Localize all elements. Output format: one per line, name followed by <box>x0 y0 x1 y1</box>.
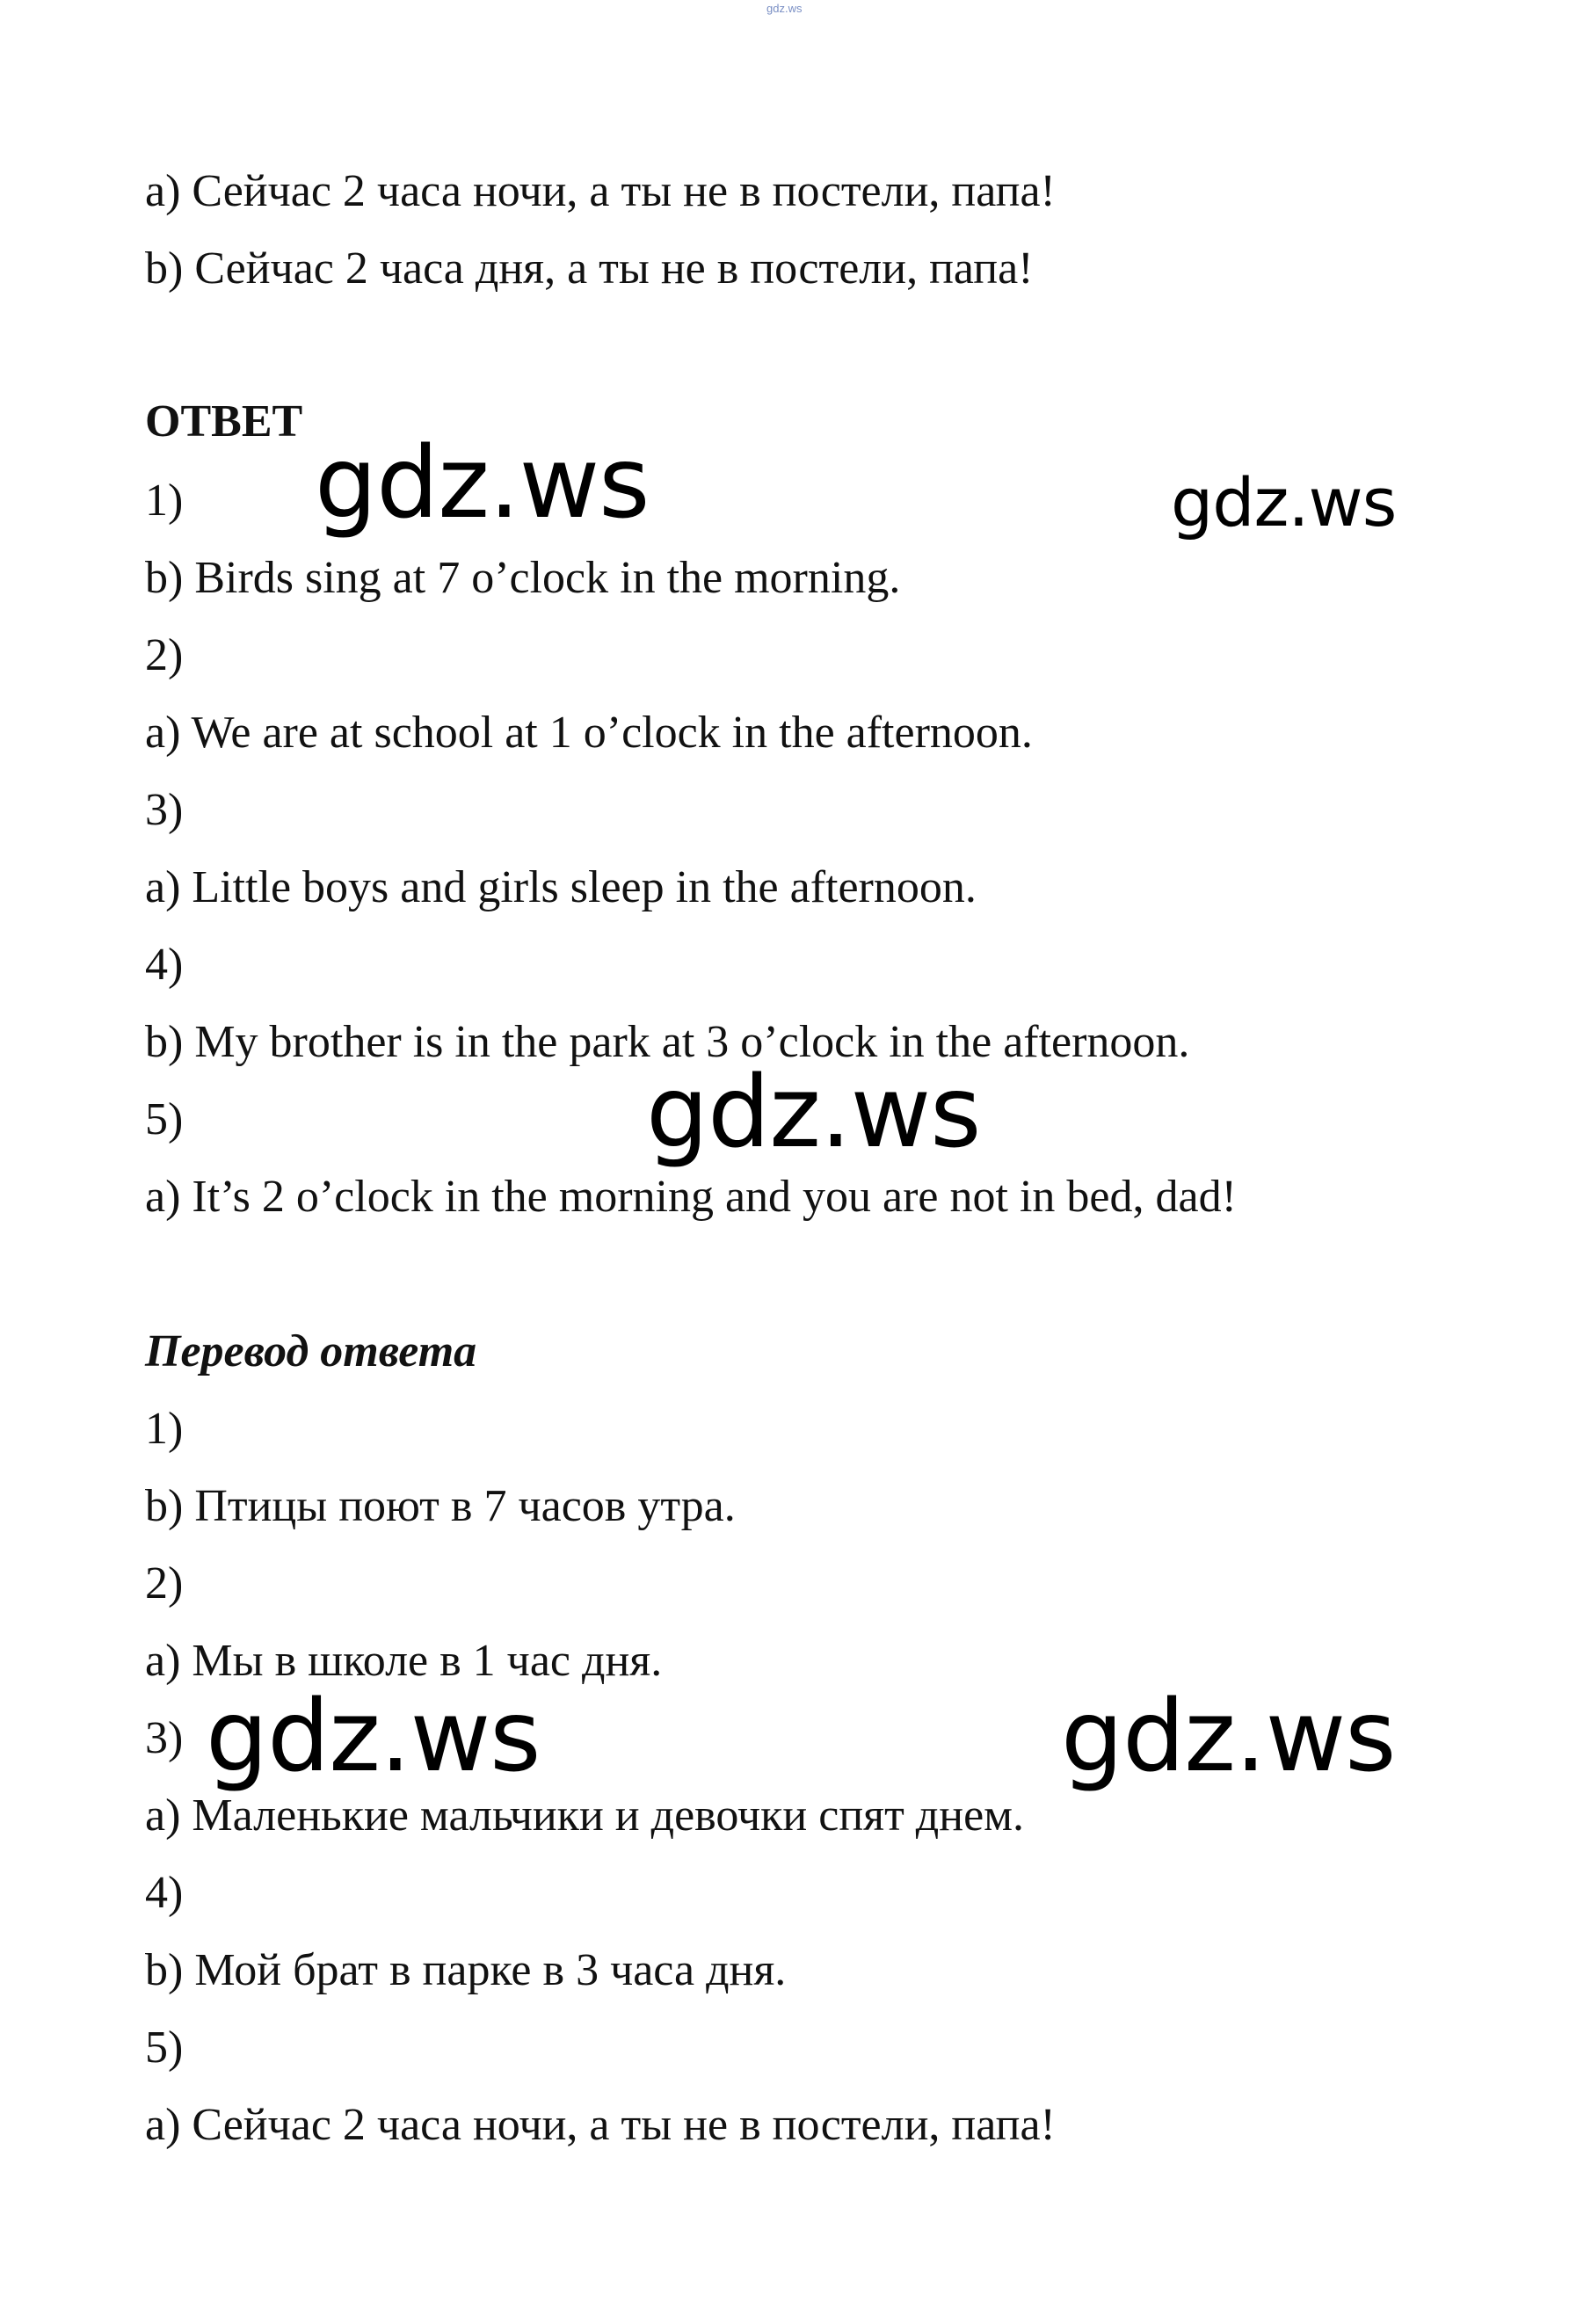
intro-line-a: a) Сейчас 2 часа ночи, а ты не в постели, папа! <box>145 166 1056 216</box>
translation-number-5: 5) <box>145 2023 184 2073</box>
translation-number-4: 4) <box>145 1868 184 1918</box>
translation-text-3: a) Маленькие мальчики и девочки спят днем. <box>145 1790 1025 1841</box>
answer-text-4: b) My brother is in the park at 3 o’clock in the afternoon. <box>145 1017 1190 1067</box>
answer-text-1: b) Birds sing at 7 o’clock in the morning. <box>145 553 901 603</box>
top-watermark: gdz.ws <box>766 2 803 15</box>
translation-number-2: 2) <box>145 1558 184 1609</box>
answer-number-4: 4) <box>145 940 184 990</box>
translation-number-3: 3) <box>145 1713 184 1763</box>
watermark: gdz.ws <box>646 1056 981 1170</box>
answer-text-3: a) Little boys and girls sleep in the afternoon. <box>145 862 977 912</box>
answer-text-2: a) We are at school at 1 o’clock in the afternoon. <box>145 708 1033 758</box>
translation-number-1: 1) <box>145 1404 184 1454</box>
answer-number-2: 2) <box>145 630 184 680</box>
watermark: gdz.ws <box>315 426 650 541</box>
watermark: gdz.ws <box>1171 463 1397 541</box>
translation-text-2: a) Мы в школе в 1 час дня. <box>145 1636 663 1686</box>
watermark: gdz.ws <box>1061 1680 1396 1794</box>
answer-number-3: 3) <box>145 785 184 835</box>
answer-number-1: 1) <box>145 476 184 526</box>
intro-line-b: b) Сейчас 2 часа дня, а ты не в постели, папа! <box>145 243 1034 294</box>
translation-text-4: b) Мой брат в парке в 3 часа дня. <box>145 1945 787 1995</box>
translation-text-1: b) Птицы поют в 7 часов утра. <box>145 1481 736 1531</box>
translation-text-5: a) Сейчас 2 часа ночи, а ты не в постели, папа! <box>145 2100 1056 2150</box>
answer-number-5: 5) <box>145 1094 184 1144</box>
watermark: gdz.ws <box>206 1680 541 1794</box>
translation-heading: Перевод ответа <box>145 1326 477 1376</box>
answer-heading: ОТВЕТ <box>145 396 303 447</box>
answer-text-5: a) It’s 2 o’clock in the morning and you are not in bed, dad! <box>145 1172 1237 1222</box>
